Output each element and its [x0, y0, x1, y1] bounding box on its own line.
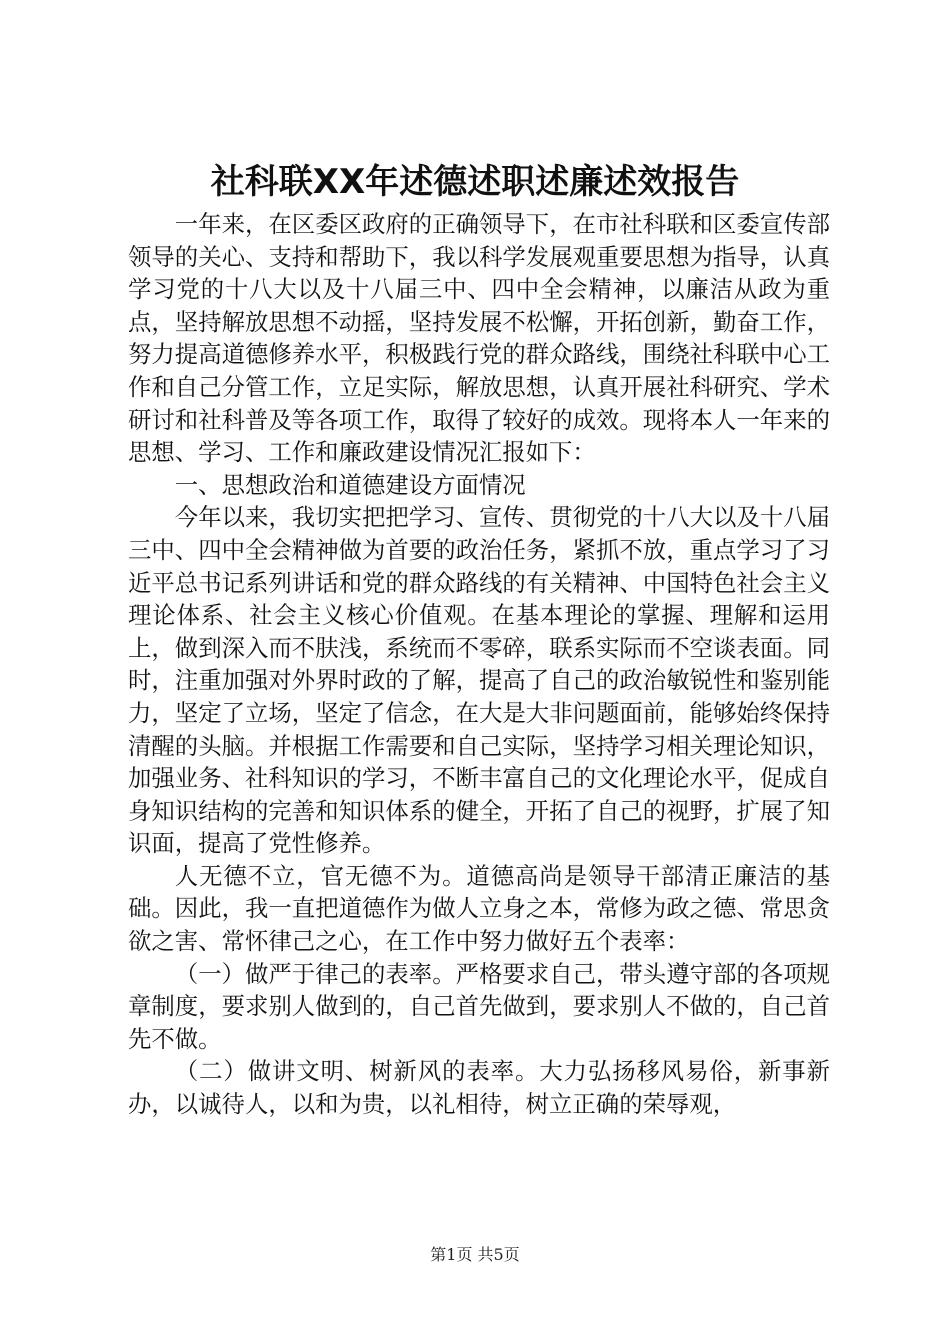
- paragraph-study: 今年以来，我切实把把学习、宣传、贯彻党的十八大以及十八届三中、四中全会精神做为首要的政治任务，紧抓不放，重点学习了习近平总书记系列讲话和党的群众路线的有关精神、中国特色社会主义理论体系、社会主义核心价值观。在基本理论的掌握、理解和运用上，做到深入而不肤浅，系统而不零碎，联系实际而不空谈表面。同时，注重加强对外界时政的了解，提高了自己的政治敏锐性和鉴别能力，坚定了立场，坚定了信念，在大是大非问题面前，能够始终保持清醒的头脑。并根据工作需要和自己实际，坚持学习相关理论知识，加强业务、社科知识的学习，不断丰富自己的文化理论水平，促成自身知识结构的完善和知识体系的健全，开拓了自己的视野，扩展了知识面，提高了党性修养。: [128, 503, 830, 858]
- document-body: [128, 208, 830, 1121]
- document-title: 社科联XX年述德述职述廉述效报告: [210, 162, 740, 202]
- paragraph-intro: 一年来，在区委区政府的正确领导下，在市社科联和区委宣传部领导的关心、支持和帮助下，我以科学发展观重要思想为指导，认真学习党的十八大以及十八届三中、四中全会精神，以廉洁从政为重点，坚持解放思想不动摇，坚持发展不松懈，开拓创新，勤奋工作，努力提高道德修养水平，积极践行党的群众路线，围绕社科联中心工作和自己分管工作，立足实际，解放思想，认真开展社科研究、学术研讨和社科普及等各项工作，取得了较好的成效。现将本人一年来的思想、学习、工作和廉政建设情况汇报如下：: [128, 210, 830, 467]
- paragraph-item-1: （一）做严于律己的表率。严格要求自己，带头遵守部的各项规章制度，要求别人做到的，自己首先做到，要求别人不做的，自己首先不做。: [128, 959, 830, 1053]
- page-number-footer: 第1页 共5页: [430, 1245, 520, 1264]
- paragraph-morality: 人无德不立，官无德不为。道德高尚是领导干部清正廉洁的基础。因此，我一直把道德作为做人立身之本，常修为政之德、常思贪欲之害、常怀律己之心，在工作中努力做好五个表率：: [128, 861, 830, 956]
- paragraph-item-2: （二）做讲文明、树新风的表率。大力弘扬移风易俗，新事新办，以诚待人，以和为贵，以礼相待，树立正确的荣辱观，: [128, 1057, 830, 1119]
- section-heading: 一、思想政治和道德建设方面情况: [174, 470, 526, 499]
